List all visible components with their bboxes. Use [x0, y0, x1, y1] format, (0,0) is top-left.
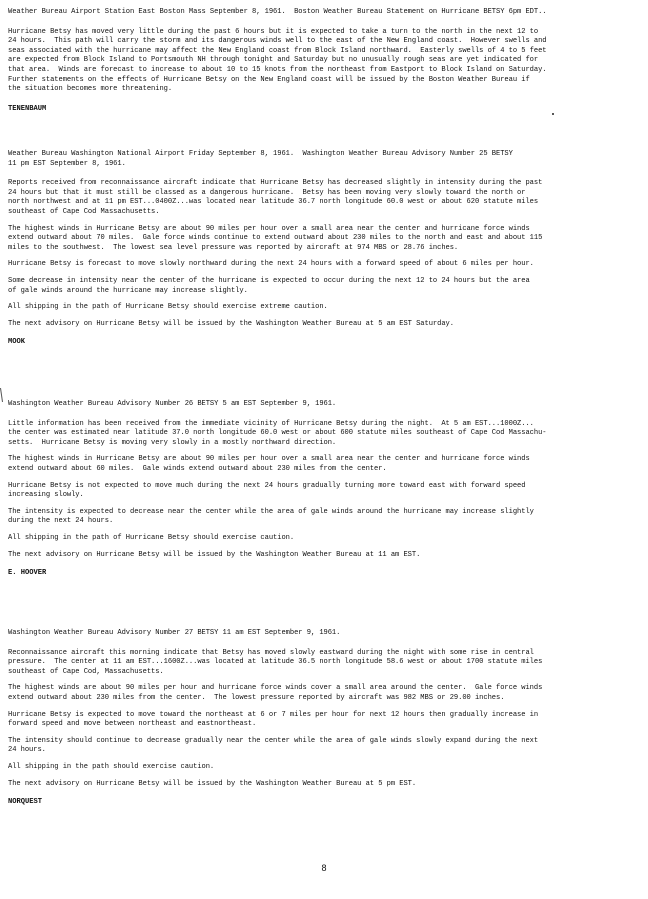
- paragraph: [8, 179, 642, 217]
- paragraph: [8, 534, 642, 544]
- text-line: All shipping in the path should exercise caution.: [8, 762, 215, 771]
- scan-speck: [552, 113, 554, 115]
- text-line: Little information has been received from the immediate vicinity of Hurricane Betsy during the night. At 5 am EST...1000Z...: [8, 419, 534, 428]
- bulletin-boston-statement: [8, 8, 642, 114]
- paragraph: [8, 482, 642, 501]
- text-line: Hurricane Betsy is not expected to move much during the next 24 hours gradually turning more toward east with forward speed: [8, 481, 526, 490]
- text-line: 24 hours.: [8, 746, 46, 755]
- paragraph: [8, 711, 642, 730]
- paragraph: [8, 551, 642, 561]
- paragraph: [8, 225, 642, 254]
- text-line: All shipping in the path of Hurricane Betsy should exercise caution.: [8, 533, 295, 542]
- text-line: Hurricane Betsy has moved very little during the past 6 hours but it is expected to take a turn to the north in the next 12 to: [8, 27, 539, 36]
- text-line: that area. Winds are forecast to increase to about 10 to 15 knots from the northeast from Eastport to Block Island on Saturday.: [8, 65, 547, 74]
- text-line: of gale winds around the hurricane may increase slightly.: [8, 286, 248, 295]
- paragraph: [8, 649, 642, 678]
- text-line: increasing slowly.: [8, 491, 84, 500]
- text-line: are expected from Block Island to Portsmouth NH through tonight and Saturday but no unusually rough seas are yet indicated for: [8, 56, 539, 65]
- text-line: The next advisory on Hurricane Betsy will be issued by the Washington Weather Bureau at 5 pm EST.: [8, 779, 417, 788]
- signature: TENENBAUM: [8, 104, 47, 113]
- bulletin-advisory-25: [8, 150, 642, 348]
- bulletin-header-date: 11 pm EST September 8, 1961.: [8, 159, 126, 168]
- paragraph: [8, 455, 642, 474]
- text-line: The intensity is expected to decrease near the center while the area of gale winds around the hurricane may increase slightly: [8, 507, 534, 516]
- text-line: extend outward about 70 miles. Gale force winds continue to extend outward about 230 miles to the north and east and about 115: [8, 234, 543, 243]
- text-line: pressure. The center at 11 am EST...1600Z...was located at latitude 36.5 north longitude 58.6 west or about 1700 statute miles: [8, 658, 543, 667]
- bulletin-advisory-27: [8, 629, 642, 808]
- text-line: seas associated with the hurricane may affect the New England coast from Block Island northward. Easterly swells of 4 to 5 feet: [8, 46, 547, 55]
- paragraph: [8, 508, 642, 527]
- text-line: Hurricane Betsy is forecast to move slowly northward during the next 24 hours with a forward speed of about 6 miles per hour.: [8, 260, 534, 269]
- signature: MOOK: [8, 338, 26, 347]
- signature: E. HOOVER: [8, 569, 47, 578]
- page-number: 8: [321, 863, 327, 873]
- paragraph: [8, 303, 642, 313]
- text-line: All shipping in the path of Hurricane Betsy should exercise extreme caution.: [8, 303, 328, 312]
- text-line: miles to the southwest. The lowest sea level pressure was reported by aircraft at 974 MBS or 28.76 inches.: [8, 243, 459, 252]
- text-line: The highest winds in Hurricane Betsy are about 90 miles per hour over a small area near the center and hurricane force winds: [8, 224, 530, 233]
- text-line: setts. Hurricane Betsy is moving very slowly in a mostly northward direction.: [8, 438, 337, 447]
- text-line: north northwest and at 11 pm EST...0400Z...was located near latitude 36.7 north longitude 60.0 west or about 620 statute miles: [8, 198, 539, 207]
- text-line: The highest winds are about 90 miles per hour and hurricane force winds cover a small area around the center. Gale force winds: [8, 684, 543, 693]
- paragraph: [8, 763, 642, 773]
- text-line: the situation becomes more threatening.: [8, 85, 173, 94]
- bulletin-header: Weather Bureau Washington National Airport Friday September 8, 1961. Washington Weather Bureau Advisory Number 25 BETSY: [8, 150, 513, 158]
- text-line: Hurricane Betsy is expected to move toward the northeast at 6 or 7 miles per hour for next 12 hours then gradually increase in: [8, 710, 539, 719]
- paragraph: [8, 737, 642, 756]
- text-line: extend outward about 230 miles from the center. The lowest pressure reported by aircraft was 982 MBS or 29.00 inches.: [8, 693, 505, 702]
- text-line: the center was estimated near latitude 37.0 north longitude 60.0 west or about 600 statute miles southeast of Cape Cod Massachu-: [8, 429, 547, 438]
- text-line: The intensity should continue to decrease gradually near the center while the area of gale winds slowly expand during the next: [8, 736, 539, 745]
- text-line: forward speed and move between northeast and eastnortheast.: [8, 720, 257, 729]
- text-line: Further statements on the effects of Hurricane Betsy on the New England coast will be issued by the Boston Weather Bureau if: [8, 75, 530, 84]
- bulletin-advisory-26: [8, 400, 642, 579]
- paragraph: [8, 320, 642, 330]
- paragraph: [8, 420, 642, 449]
- text-line: 24 hours. This path will carry the storm and its dangerous winds well to the east of the New England coast. However swells and: [8, 37, 547, 46]
- text-line: The highest winds in Hurricane Betsy are about 90 miles per hour over a small area near the center and hurricane force winds: [8, 455, 530, 464]
- margin-mark: [0, 388, 3, 402]
- paragraph: [8, 277, 642, 296]
- text-line: southeast of Cape Cod, Massachusetts.: [8, 667, 164, 676]
- text-line: extend outward about 60 miles. Gale winds extend outward about 230 miles from the center.: [8, 464, 387, 473]
- text-line: Reconnaissance aircraft this morning indicate that Betsy has moved slowly eastward during the night with some rise in central: [8, 648, 534, 657]
- paragraph: [8, 684, 642, 703]
- text-line: The next advisory on Hurricane Betsy will be issued by the Washington Weather Bureau at 11 am EST.: [8, 550, 421, 559]
- paragraph: [8, 780, 642, 790]
- signature: NORQUEST: [8, 798, 43, 807]
- bulletin-header: Weather Bureau Airport Station East Boston Mass September 8, 1961. Boston Weather Bureau Statement on Hurricane BETSY 6pm EDT..: [8, 8, 547, 16]
- bulletin-header: Washington Weather Bureau Advisory Number 26 BETSY 5 am EST September 9, 1961.: [8, 400, 337, 408]
- bulletin-header: Washington Weather Bureau Advisory Number 27 BETSY 11 am EST September 9, 1961.: [8, 629, 341, 637]
- text-line: Some decrease in intensity near the center of the hurricane is expected to occur during the next 12 to 24 hours but the area: [8, 276, 530, 285]
- text-line: Reports received from reconnaissance aircraft indicate that Hurricane Betsy has decreased slightly in intensity during the past: [8, 179, 543, 188]
- text-line: southeast of Cape Cod Massachusetts.: [8, 207, 160, 216]
- paragraph: [8, 260, 642, 270]
- text-line: during the next 24 hours.: [8, 517, 114, 526]
- text-line: The next advisory on Hurricane Betsy will be issued by the Washington Weather Bureau at 5 am EST Saturday.: [8, 319, 454, 328]
- paragraph: [8, 28, 642, 95]
- text-line: 24 hours but that it must still be classed as a dangerous hurricane. Betsy has been moving very slowly toward the north or: [8, 188, 526, 197]
